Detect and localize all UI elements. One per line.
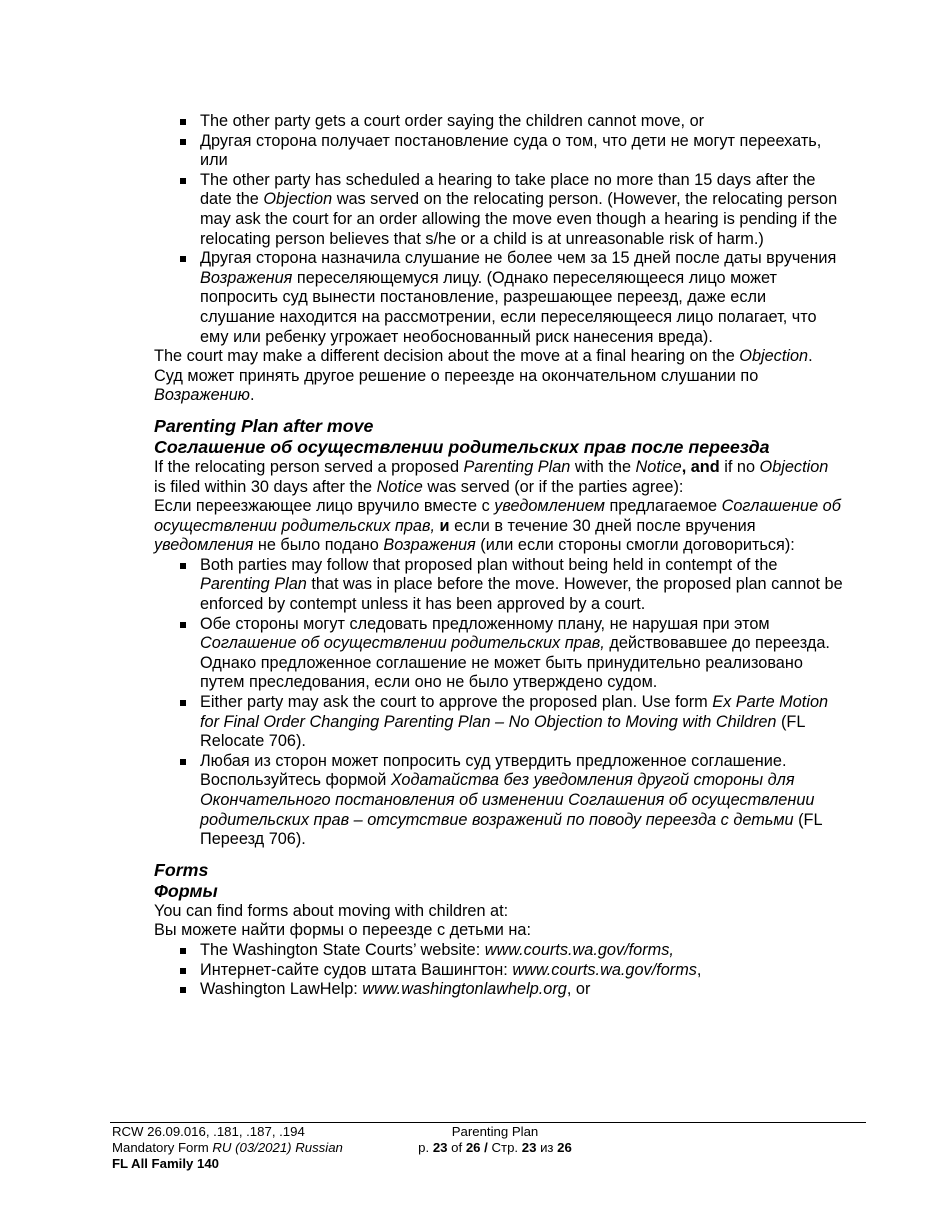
paragraph-text: . — [808, 347, 813, 366]
paragraph-text: не было подано — [253, 536, 384, 555]
bullet-text: The other party gets a court order saying the children cannot move, or — [200, 112, 705, 130]
paragraph-emphasis: Notice — [376, 477, 423, 496]
footer-emphasis: RU (03/2021) Russian — [212, 1140, 343, 1155]
footer-text: p. — [418, 1140, 433, 1155]
forms-bullet-list-2 — [180, 980, 844, 1000]
paragraph-text: (или если стороны смогли договориться): — [475, 536, 795, 555]
bullet-text: переселяющемуся лицу. (Однако переселяющееся лицо может попросить суд вынести постановление, разрешающее переезд, даже если слушание находится на рассмотрении, если переселяющееся лицо полагает, что ему или ребенку угрожает необоснованный риск нанесения вреда). — [200, 268, 817, 346]
bullet-text: , or — [566, 980, 591, 999]
bullet-text: was served on the relocating person. (However, the relocating person may ask the court for an order allowing the move even though a hearing is pending if the relocating person believes that s/he or a child is at unreasonable risk of harm.) — [200, 190, 838, 248]
parenting-bullet-list-1 — [180, 556, 844, 693]
paragraph-text: The court may make a different decision about the move at a final hearing on the — [154, 347, 740, 366]
list-item — [180, 615, 844, 693]
bullet-emphasis: Ходатайства без уведомления другой стороны для Окончательного постановления об изменении Соглашения об осуществлении родительских прав – отсутствие возражений по поводу переезда с детьми — [200, 771, 815, 829]
paragraph-emphasis: Возражения — [383, 536, 476, 555]
paragraph-text: You can find forms about moving with children at: — [154, 901, 509, 920]
footer-slash: / — [480, 1140, 492, 1155]
bullet-text: действовавшее до переезда. Однако предложенное соглашение не может быть принудительно реализовано путем преследования, если оно не было утверждено судом. — [200, 634, 830, 692]
paragraph-bold: , — [681, 457, 687, 476]
paragraph-emphasis: уведомления — [154, 536, 254, 555]
bullet-emphasis: Objection — [263, 190, 333, 209]
footer-page-number — [412, 1140, 578, 1156]
paragraph-text: Суд может принять другое решение о переезде на окончательном слушании по — [154, 366, 759, 385]
bullet-text: Обе стороны могут следовать предложенному плану, не нарушая при этом — [200, 614, 770, 633]
paragraph-emphasis: Notice — [635, 457, 682, 476]
bullet-text: The other party has scheduled a hearing to take place no more than 15 days after the date the — [200, 170, 816, 209]
bullet-emphasis: Ex Parte Motion for Final Order Changing Parenting Plan – No Objection to Moving with Children — [200, 693, 829, 731]
footer-form-id: FL All Family 140 — [112, 1156, 220, 1171]
final-hearing-paragraph — [154, 347, 844, 406]
bullet-text: The Washington State Courts’ website: — [200, 940, 485, 959]
paragraph-text: Если переезжающее лицо вручило вместе с — [154, 497, 495, 516]
footer-text: of — [447, 1140, 466, 1155]
paragraph-bold: and — [686, 457, 720, 476]
list-item — [180, 556, 844, 615]
paragraph-text: если в течение 30 дней после вручения — [449, 516, 756, 535]
forms-heading — [154, 860, 844, 902]
footer-text: Стр. — [491, 1140, 522, 1155]
list-item — [180, 961, 844, 981]
list-item — [180, 693, 844, 752]
page-number: 23 — [432, 1140, 448, 1155]
paragraph-bold: и — [435, 516, 450, 535]
bullet-text: Другая сторона назначила слушание не более чем за 15 дней после даты вручения — [200, 249, 837, 268]
list-item — [180, 752, 844, 850]
paragraph-emphasis: Соглашение об осуществлении родительских прав, — [154, 497, 841, 535]
bullet-emphasis: Возражения — [200, 268, 293, 287]
footer-center — [412, 1124, 578, 1156]
bullet-text: , — [696, 960, 702, 979]
bullet-text: Любая из сторон может попросить суд утвердить предложенное соглашение. Воспользуйтесь формой — [200, 751, 787, 790]
paragraph-text: if no — [719, 457, 760, 476]
forms-intro-paragraph — [154, 902, 844, 941]
list-item — [180, 171, 844, 249]
footer-text: из — [536, 1140, 558, 1155]
list-item — [180, 249, 844, 347]
parenting-intro-paragraph — [154, 458, 844, 556]
bullet-text: Both parties may follow that proposed plan without being held in contempt of the — [200, 555, 778, 574]
website-link[interactable]: www.courts.wa.gov/forms, — [484, 940, 674, 959]
page-total: 26 — [465, 1140, 481, 1155]
paragraph-text: Вы можете найти формы о переезде с детьми на: — [154, 921, 531, 940]
paragraph-text: . — [249, 386, 255, 405]
footer-title: Parenting Plan — [451, 1124, 539, 1139]
page-total: 26 — [557, 1140, 572, 1155]
paragraph-text: If the relocating person served a proposed — [154, 457, 464, 476]
website-link[interactable]: www.courts.wa.gov/forms — [512, 960, 697, 979]
list-item — [180, 112, 844, 132]
footer-rcw: RCW 26.09.016, .181, .187, .194 — [112, 1124, 305, 1139]
footer-mandatory-form — [112, 1140, 343, 1156]
forms-bullet-list-1 — [180, 941, 844, 980]
bullet-text: Другая сторона получает постановление суда о том, что дети не могут переехать, или — [200, 131, 822, 170]
footer-divider — [110, 1122, 866, 1123]
bullet-text: Either party may ask the court to approve the proposed plan. Use form — [200, 693, 713, 712]
list-item — [180, 132, 844, 171]
section-heading-ru: Соглашение об осуществлении родительских прав после переезда — [154, 436, 770, 457]
parenting-plan-heading — [154, 416, 844, 458]
paragraph-emphasis: Objection — [739, 347, 809, 366]
relocation-bullet-list-2 — [180, 171, 844, 347]
list-item — [180, 980, 844, 1000]
bullet-text: that was in place before the move. However, the proposed plan cannot be enforced by contempt unless it has been approved by a court. — [200, 575, 843, 614]
paragraph-emphasis: Возражению — [154, 386, 250, 405]
bullet-text: Washington LawHelp: — [200, 980, 363, 999]
paragraph-text: предлагаемое — [604, 497, 722, 516]
list-item — [180, 941, 844, 961]
footer-left — [112, 1124, 343, 1172]
paragraph-emphasis: уведомлением — [494, 497, 605, 516]
bullet-emphasis: Parenting Plan — [200, 575, 307, 594]
paragraph-text: was served (or if the parties agree): — [422, 477, 684, 496]
paragraph-emphasis: Parenting Plan — [463, 457, 571, 476]
page-content — [154, 112, 844, 1000]
bullet-text: Интернет-сайте судов штата Вашингтон: — [200, 960, 513, 979]
bullet-emphasis: Соглашение об осуществлении родительских прав, — [200, 634, 605, 653]
section-heading-en: Forms — [154, 859, 209, 880]
bullet-text: (FL Relocate 706). — [200, 712, 805, 751]
paragraph-text: with the — [570, 457, 636, 476]
page-number: 23 — [521, 1140, 537, 1155]
relocation-bullet-list-1 — [180, 112, 844, 171]
footer-text: Mandatory Form — [112, 1140, 213, 1155]
paragraph-emphasis: Objection — [759, 457, 829, 476]
paragraph-text: is filed within 30 days after the — [154, 477, 377, 496]
website-link[interactable]: www.washingtonlawhelp.org — [362, 980, 567, 999]
section-heading-ru: Формы — [154, 880, 218, 901]
bullet-text: (FL Переезд 706). — [200, 810, 822, 849]
section-heading-en: Parenting Plan after move — [154, 415, 374, 436]
parenting-bullet-list-2 — [180, 693, 844, 850]
